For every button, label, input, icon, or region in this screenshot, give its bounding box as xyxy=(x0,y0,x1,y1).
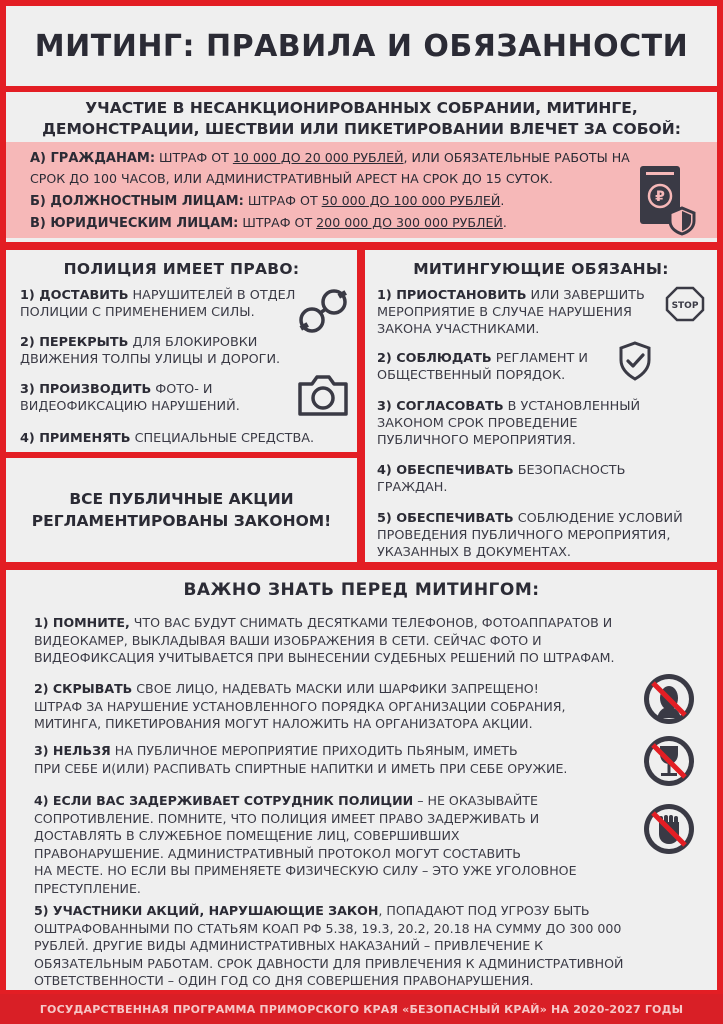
police-rights-panel xyxy=(6,250,357,452)
important-item-4-line5: НА МЕСТЕ. НО ЕСЛИ ВЫ ПРИМЕНЯЕТЕ ФИЗИЧЕСКУЮ СИЛУ – ЭТО УЖЕ УГОЛОВНОЕ xyxy=(34,863,577,878)
penalty-officials xyxy=(30,191,504,211)
protesters-item-3-bold: 3) СОГЛАСОВАТЬ xyxy=(377,399,504,414)
protesters-item-3-l3: ПУБЛИЧНОГО МЕРОПРИЯТИЯ. xyxy=(377,433,576,448)
camera-icon xyxy=(296,372,350,418)
penalty-citizens-line2: СРОК ДО 100 ЧАСОВ, ИЛИ АДМИНИСТРАТИВНЫЙ АРЕСТ НА СРОК ДО 15 СУТОК. xyxy=(30,171,553,186)
svg-text:₽: ₽ xyxy=(655,189,665,205)
important-item xyxy=(34,680,566,733)
police-item-1-l1: НАРУШИТЕЛЕЙ В ОТДЕЛ xyxy=(128,288,296,303)
penalty-legal-post: . xyxy=(502,215,507,230)
no-violence-fist-icon xyxy=(642,802,696,856)
important-panel xyxy=(6,570,717,990)
important-item-4-line3: ДОСТАВЛЯТЬ В СЛУЖЕБНОЕ ПОМЕЩЕНИЕ ЛИЦ, СОВЕРШИВШИХ xyxy=(34,828,460,843)
penalty-citizens-post: , ИЛИ ОБЯЗАТЕЛЬНЫЕ РАБОТЫ НА xyxy=(403,150,630,165)
penalties-heading-line1: УЧАСТИЕ В НЕСАНКЦИОНИРОВАННЫХ СОБРАНИИ, МИТИНГЕ, xyxy=(85,99,638,117)
protesters-heading: МИТИНГУЮЩИЕ ОБЯЗАНЫ: xyxy=(413,260,669,278)
important-item-5-line4: ОБЯЗАТЕЛЬНЫМ РАБОТАМ. СРОК ДАВНОСТИ ДЛЯ ПРИВЛЕЧЕНИЯ К АДМИНИСТРАТИВНОЙ xyxy=(34,955,624,971)
protesters-item-2-l2: ОБЩЕСТВЕННЫЙ ПОРЯДОК. xyxy=(377,368,566,383)
protesters-item-1-l3: ЗАКОНА УЧАСТНИКАМИ. xyxy=(377,322,540,337)
title-panel xyxy=(6,6,717,86)
important-item-5-line5: ОТВЕТСТВЕННОСТИ – ОДИН ГОД СО ДНЯ СОВЕРШЕНИЯ ПРАВОНАРУШЕНИЯ. xyxy=(34,973,534,988)
important-item-3-line2: ПРИ СЕБЕ И(ИЛИ) РАСПИВАТЬ СПИРТНЫЕ НАПИТКИ И ИМЕТЬ ПРИ СЕБЕ ОРУЖИЕ. xyxy=(34,760,568,776)
police-item-2-bold: 2) ПЕРЕКРЫТЬ xyxy=(20,335,129,350)
police-item-1-l2: ПОЛИЦИИ С ПРИМЕНЕНИЕМ СИЛЫ. xyxy=(20,305,255,320)
police-item-2-l2: ДВИЖЕНИЯ ТОЛПЫ УЛИЦЫ И ДОРОГИ. xyxy=(20,352,281,367)
protesters-item-1-bold: 1) ПРИОСТАНОВИТЬ xyxy=(377,288,527,303)
police-item-1-bold: 1) ДОСТАВИТЬ xyxy=(20,288,129,303)
protesters-item-5-bold: 5) ОБЕСПЕЧИВАТЬ xyxy=(377,511,514,526)
protesters-item-1-l2: МЕРОПРИЯТИЕ В СЛУЧАЕ НАРУШЕНИЯ xyxy=(377,305,632,320)
penalty-legal-pre: ШТРАФ ОТ xyxy=(238,215,317,230)
penalty-officials-post: . xyxy=(500,193,505,208)
important-item xyxy=(34,742,567,777)
law-note xyxy=(32,488,332,532)
important-item-5-line3: РУБЛЕЙ. ДРУГИЕ ВИДЫ АДМИНИСТРАТИВНЫХ НАКАЗАНИЙ – ПРИВЛЕЧЕНИЕ К xyxy=(34,938,544,953)
important-item xyxy=(34,614,615,667)
penalty-citizens-label: А) ГРАЖДАНАМ: xyxy=(30,151,156,166)
important-item-5-line2: ОШТРАФОВАННЫМИ ПО СТАТЬЯМ КОАП РФ 5.38, 19.3, 20.2, 20.18 НА СУММУ ДО 300 000 xyxy=(34,920,622,936)
police-item-3-l1: ФОТО- И xyxy=(151,382,213,397)
important-item-2-line2: ШТРАФ ЗА НАРУШЕНИЕ УСТАНОВЛЕННОГО ПОРЯДКА ОРГАНИЗАЦИИ СОБРАНИЯ, xyxy=(34,698,566,714)
important-item-4-line4: ПРАВОНАРУШЕНИЕ. АДМИНИСТРАТИВНЫЙ ПРОТОКОЛ МОГУТ СОСТАВИТЬ xyxy=(34,845,521,861)
penalty-legal xyxy=(30,213,507,233)
important-item-1-line1: ЧТО ВАС БУДУТ СНИМАТЬ ДЕСЯТКАМИ ТЕЛЕФОНОВ, ФОТОАППАРАТОВ И xyxy=(129,615,613,630)
police-item xyxy=(20,287,295,321)
stop-sign-icon xyxy=(665,286,705,322)
important-item-1-bold: 1) ПОМНИТЕ, xyxy=(34,615,130,630)
penalty-legal-amount: 200 000 ДО 300 000 РУБЛЕЙ xyxy=(316,215,503,230)
police-item-2-l1: ДЛЯ БЛОКИРОВКИ xyxy=(128,335,258,350)
important-item-3-line1: НА ПУБЛИЧНОЕ МЕРОПРИЯТИЕ ПРИХОДИТЬ ПЬЯНЫМ, ИМЕТЬ xyxy=(110,743,518,758)
police-item xyxy=(20,334,280,368)
page-title: МИТИНГ: ПРАВИЛА И ОБЯЗАННОСТИ xyxy=(34,28,689,64)
protesters-item xyxy=(377,462,625,496)
important-item-4-line6: ПРЕСТУПЛЕНИЕ. xyxy=(34,880,141,896)
protesters-item xyxy=(377,510,683,561)
important-item-2-bold: 2) СКРЫВАТЬ xyxy=(34,681,133,696)
penalties-heading-line2: ДЕМОНСТРАЦИИ, ШЕСТВИИ ИЛИ ПИКЕТИРОВАНИИ ВЛЕЧЕТ ЗА СОБОЙ: xyxy=(42,120,681,138)
important-item-1-line3: ВИДЕОФИКСАЦИЯ УЧИТЫВАЕТСЯ ПРИ ВЫНЕСЕНИИ СУДЕБНЫХ РЕШЕНИЙ ПО ШТРАФАМ. xyxy=(34,650,615,665)
law-note-line2: РЕГЛАМЕНТИРОВАНЫ ЗАКОНОМ! xyxy=(31,512,332,530)
important-item xyxy=(34,902,623,990)
protesters-item-4-bold: 4) ОБЕСПЕЧИВАТЬ xyxy=(377,463,514,478)
police-item-3-bold: 3) ПРОИЗВОДИТЬ xyxy=(20,382,152,397)
important-item-2-line1: СВОЕ ЛИЦО, НАДЕВАТЬ МАСКИ ИЛИ ШАРФИКИ ЗАПРЕЩЕНО! xyxy=(132,681,539,696)
important-item-5-line1: , ПОПАДАЮТ ПОД УГРОЗУ БЫТЬ xyxy=(378,903,590,918)
penalty-officials-pre: ШТРАФ ОТ xyxy=(243,193,322,208)
important-item-5-bold: 5) УЧАСТНИКИ АКЦИЙ, НАРУШАЮЩИЕ ЗАКОН xyxy=(34,903,379,918)
important-item xyxy=(34,792,577,897)
law-note-panel xyxy=(6,458,357,562)
protesters-item-3-l1: В УСТАНОВЛЕННЫЙ xyxy=(503,399,641,414)
stop-sign-label: STOP xyxy=(671,301,699,311)
penalties-panel xyxy=(6,92,717,242)
footer xyxy=(0,994,723,1024)
police-item-3-l2: ВИДЕОФИКСАЦИЮ НАРУШЕНИЙ. xyxy=(20,399,240,414)
penalties-list xyxy=(6,142,717,238)
protesters-item xyxy=(377,350,588,384)
protesters-item-4-l2: ГРАЖДАН. xyxy=(377,480,448,495)
protesters-item xyxy=(377,287,645,338)
police-item-4-bold: 4) ПРИМЕНЯТЬ xyxy=(20,431,131,446)
protesters-item-5-l3: УКАЗАННЫХ В ДОКУМЕНТАХ. xyxy=(377,545,571,560)
protesters-item-5-l2: ПРОВЕДЕНИЯ ПУБЛИЧНОГО МЕРОПРИЯТИЯ, xyxy=(377,528,671,543)
penalty-citizens-amount: 10 000 ДО 20 000 РУБЛЕЙ xyxy=(232,150,404,165)
protesters-item-1-l1: ИЛИ ЗАВЕРШИТЬ xyxy=(526,288,645,303)
important-item-2-line3: МИТИНГА, ПИКЕТИРОВАНИЯ МОГУТ НАЛОЖИТЬ НА ОРГАНИЗАТОРА АКЦИИ. xyxy=(34,716,533,731)
important-item-1-line2: ВИДЕОКАМЕР, ВЫКЛАДЫВАЯ ВАШИ ИЗОБРАЖЕНИЯ В СЕТИ. СЕЙЧАС ФОТО И xyxy=(34,632,542,648)
shield-check-icon xyxy=(617,340,653,382)
penalty-legal-label: В) ЮРИДИЧЕСКИМ ЛИЦАМ: xyxy=(30,216,239,231)
important-item-3-bold: 3) НЕЛЬЗЯ xyxy=(34,743,111,758)
penalty-officials-amount: 50 000 ДО 100 000 РУБЛЕЙ xyxy=(321,193,501,208)
police-item xyxy=(20,430,314,447)
protesters-duties-panel xyxy=(365,250,717,562)
police-item xyxy=(20,381,240,415)
protesters-item-2-l1: РЕГЛАМЕНТ И xyxy=(491,351,588,366)
protesters-item-4-l1: БЕЗОПАСНОСТЬ xyxy=(513,463,626,478)
important-item-4-bold: 4) ЕСЛИ ВАС ЗАДЕРЖИВАЕТ СОТРУДНИК ПОЛИЦИИ xyxy=(34,793,414,808)
penalty-citizens xyxy=(30,148,630,168)
penalty-officials-label: Б) ДОЛЖНОСТНЫМ ЛИЦАМ: xyxy=(30,194,244,209)
protesters-item-3-l2: ЗАКОНОМ СРОК ПРОВЕДЕНИЕ xyxy=(377,416,578,431)
law-note-line1: ВСЕ ПУБЛИЧНЫЕ АКЦИИ xyxy=(69,490,294,508)
handcuffs-icon xyxy=(296,286,350,338)
penalty-citizens-pre: ШТРАФ ОТ xyxy=(155,150,233,165)
footer-text: ГОСУДАРСТВЕННАЯ ПРОГРАММА ПРИМОРСКОГО КРАЯ «БЕЗОПАСНЫЙ КРАЙ» НА 2020-2027 ГОДЫ xyxy=(39,1002,684,1016)
document-ruble-shield-icon xyxy=(636,162,700,236)
protesters-item-2-bold: 2) СОБЛЮДАТЬ xyxy=(377,351,492,366)
protesters-item-5-l1: СОБЛЮДЕНИЕ УСЛОВИЙ xyxy=(513,511,683,526)
penalties-heading xyxy=(6,92,717,140)
important-item-4-line2: СОПРОТИВЛЕНИЕ. ПОМНИТЕ, ЧТО ПОЛИЦИЯ ИМЕЕТ ПРАВО ЗАДЕРЖИВАТЬ И xyxy=(34,810,540,826)
no-alcohol-icon xyxy=(642,734,696,788)
police-item-4-l1: СПЕЦИАЛЬНЫЕ СРЕДСТВА. xyxy=(130,431,315,446)
police-heading: ПОЛИЦИЯ ИМЕЕТ ПРАВО: xyxy=(63,260,300,278)
important-item-4-line1: – НЕ ОКАЗЫВАЙТЕ xyxy=(413,793,538,808)
protesters-item xyxy=(377,398,640,449)
important-heading: ВАЖНО ЗНАТЬ ПЕРЕД МИТИНГОМ: xyxy=(183,580,540,600)
no-mask-icon xyxy=(642,672,696,726)
